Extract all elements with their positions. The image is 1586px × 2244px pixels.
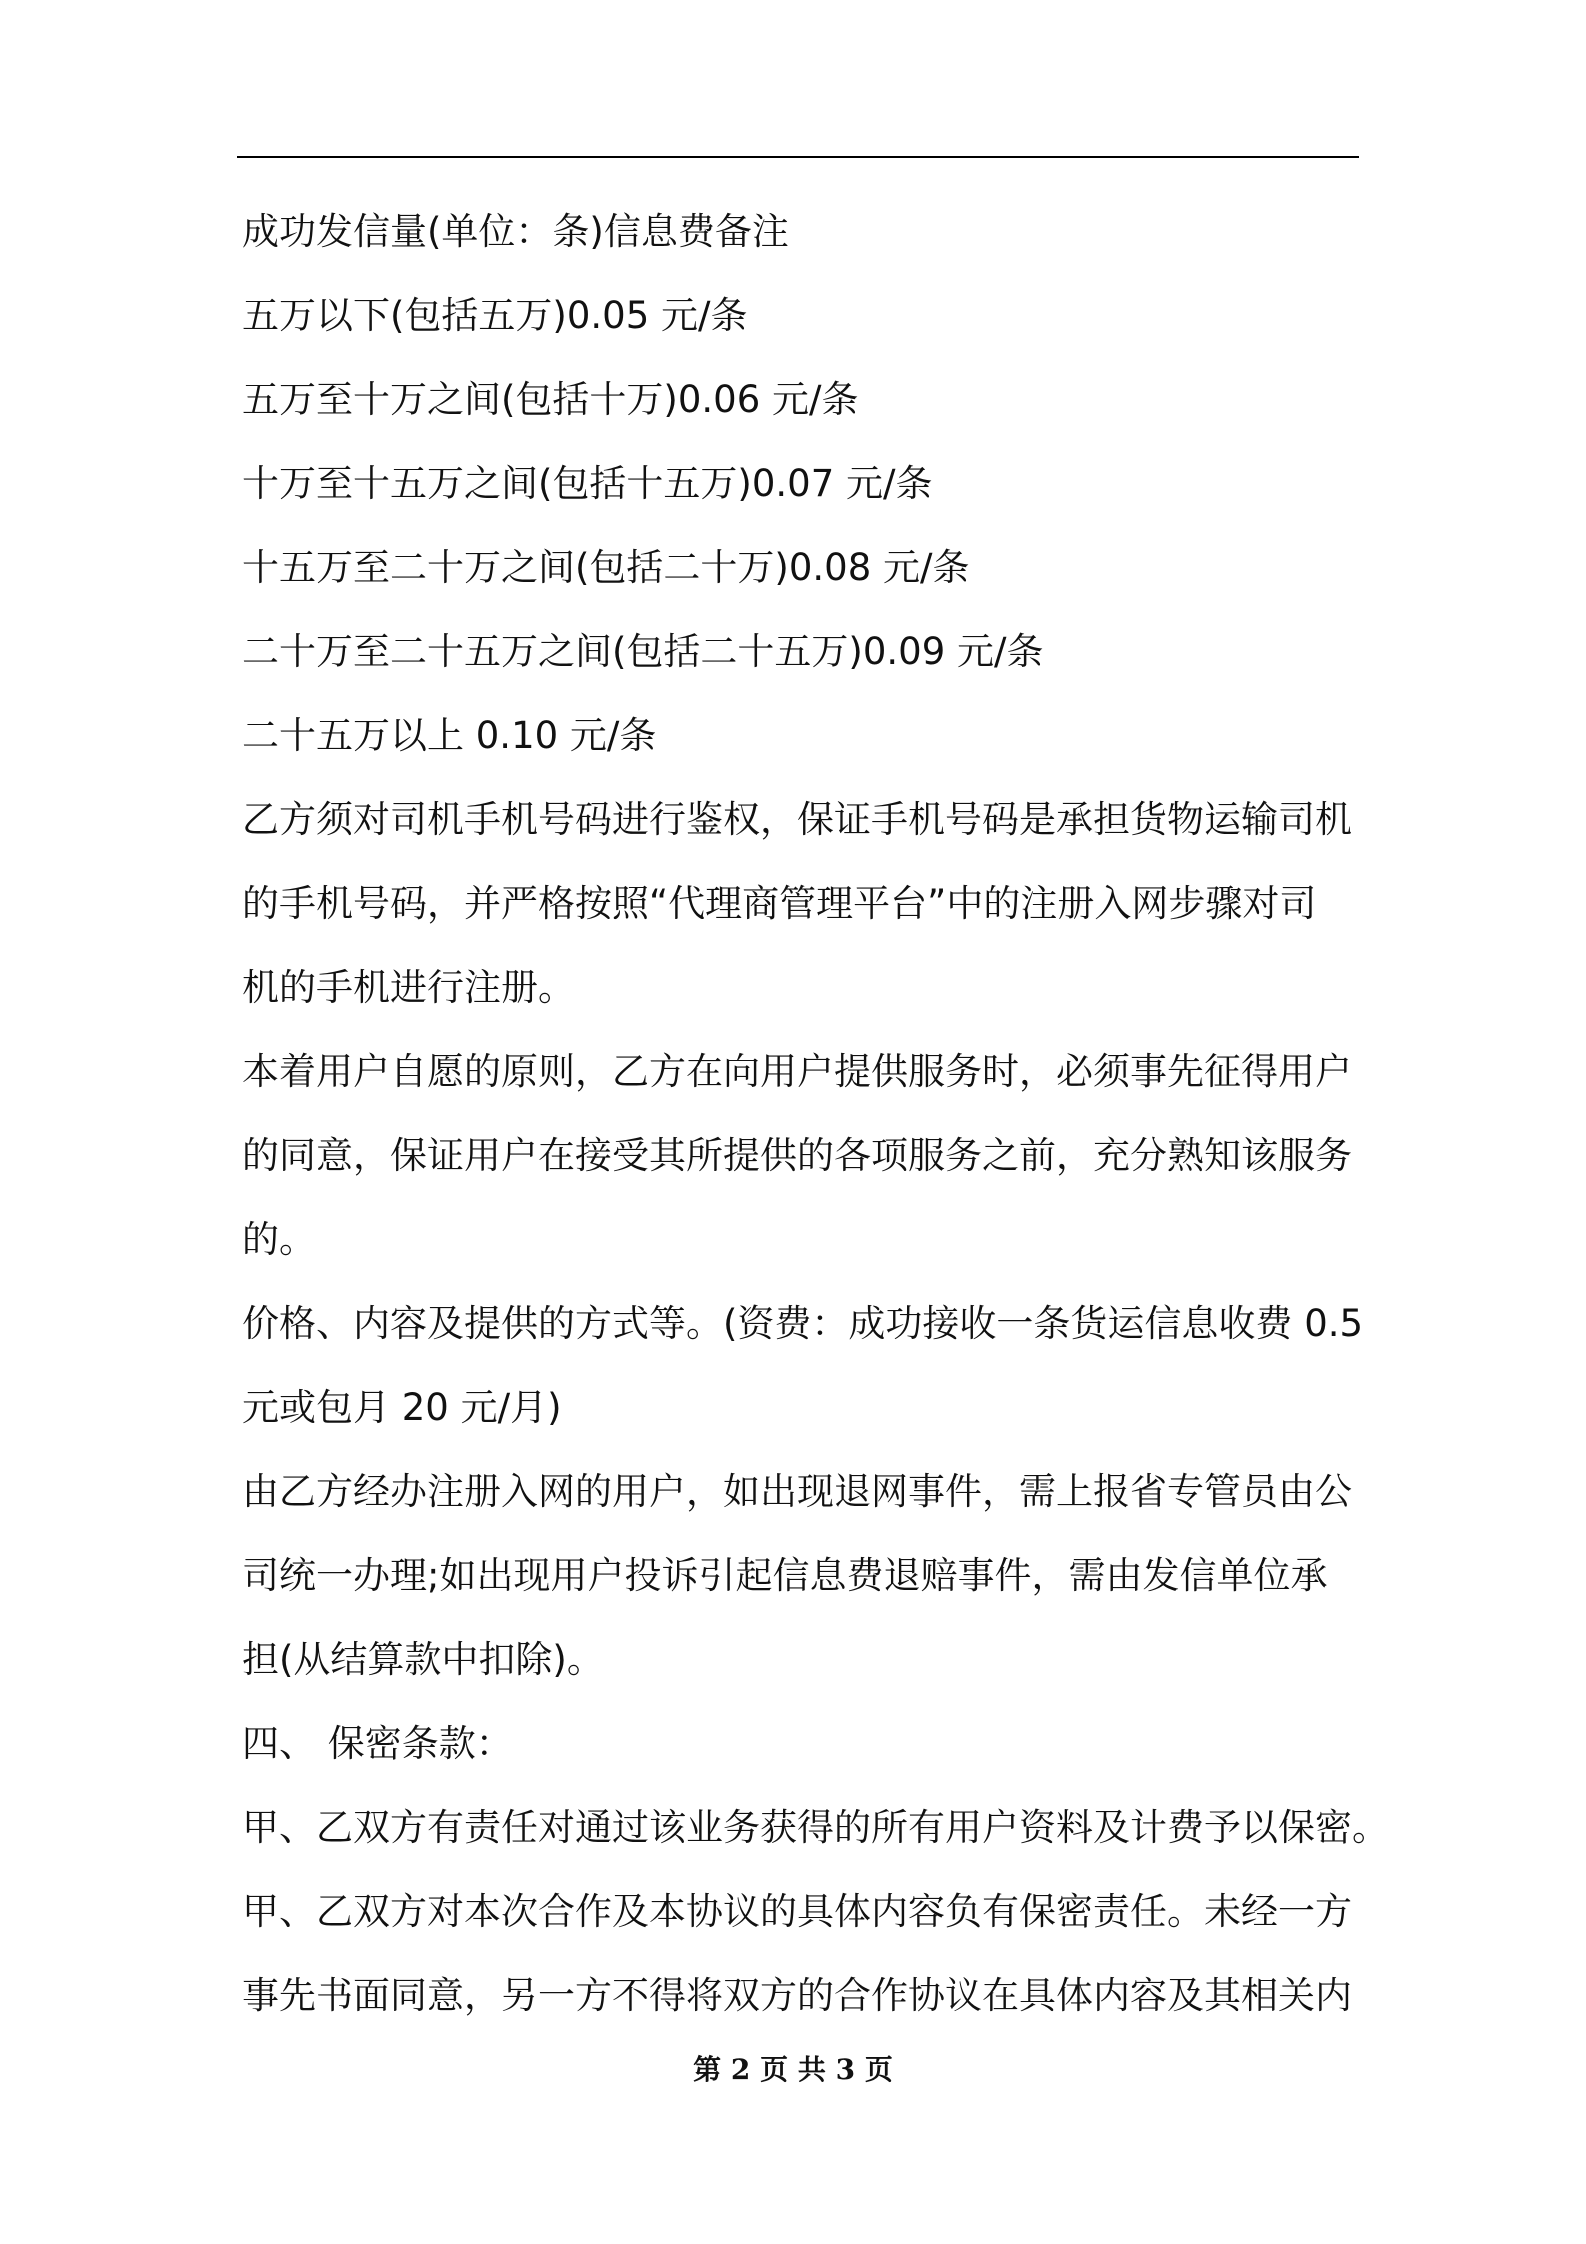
text-line: 十万至十五万之间(包括十五万)0.07 元/条 — [242, 462, 933, 505]
section-heading: 四、 保密条款： — [242, 1722, 513, 1765]
text-line: 甲、乙双方有责任对通过该业务获得的所有用户资料及计费予以保密。 — [242, 1806, 1389, 1849]
text-line: 乙方须对司机手机号码进行鉴权，保证手机号码是承担货物运输司机 — [242, 798, 1352, 841]
text-line: 五万以下(包括五万)0.05 元/条 — [242, 294, 748, 337]
text-line: 司统一办理;如出现用户投诉引起信息费退赔事件，需由发信单位承 — [242, 1554, 1328, 1597]
body-text — [242, 190, 1389, 2038]
text-line: 二十五万以上 0.10 元/条 — [242, 714, 657, 757]
text-line: 十五万至二十万之间(包括二十万)0.08 元/条 — [242, 546, 970, 589]
text-line: 甲、乙双方对本次合作及本协议的具体内容负有保密责任。未经一方 — [242, 1890, 1352, 1933]
header-rule — [237, 156, 1359, 158]
text-line: 本着用户自愿的原则，乙方在向用户提供服务时，必须事先征得用户 — [242, 1050, 1352, 1093]
text-line: 的同意，保证用户在接受其所提供的各项服务之前，充分熟知该服务 — [242, 1134, 1352, 1177]
page-indicator: 第 2 页 共 3 页 — [693, 2053, 893, 2086]
text-line: 事先书面同意，另一方不得将双方的合作协议在具体内容及其相关内 — [242, 1974, 1352, 2017]
text-line: 的手机号码，并严格按照“代理商管理平台”中的注册入网步骤对司 — [242, 882, 1317, 925]
text-line: 价格、内容及提供的方式等。(资费：成功接收一条货运信息收费 0.5 — [242, 1302, 1364, 1345]
text-line: 五万至十万之间(包括十万)0.06 元/条 — [242, 378, 859, 421]
text-line: 由乙方经办注册入网的用户，如出现退网事件，需上报省专管员由公 — [242, 1470, 1352, 1513]
text-line: 的。 — [242, 1218, 316, 1261]
text-line: 担(从结算款中扣除)。 — [242, 1638, 604, 1681]
text-line: 元或包月 20 元/月) — [242, 1386, 562, 1429]
text-line: 成功发信量(单位：条)信息费备注 — [242, 210, 789, 253]
text-line: 机的手机进行注册。 — [242, 966, 575, 1009]
text-line: 二十万至二十五万之间(包括二十五万)0.09 元/条 — [242, 630, 1044, 673]
